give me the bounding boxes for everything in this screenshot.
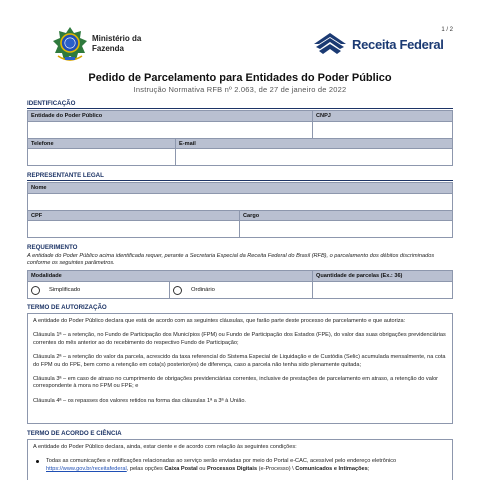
document-header xyxy=(0,26,480,66)
section-identificacao-heading: IDENTIFICAÇÃO xyxy=(27,100,76,107)
modalidade-label: Modalidade xyxy=(28,271,313,281)
nome-field[interactable] xyxy=(28,194,452,210)
page-number: 1 / 2 xyxy=(441,27,453,33)
cpf-label: CPF xyxy=(28,211,240,220)
list-item: Todas as comunicações e notificações relacionadas ao serviço serão enviadas por meio do Portal e-CAC, acessível pelo endereço eletrônico https://www.gov.br/receitafederal, pelas opções Caixa Postal ou Processos Digitais (e-Processo) \ Comunicados e Intimações; xyxy=(33,458,447,473)
acordo-list xyxy=(33,458,447,473)
section-termo-autorizacao-heading: TERMO DE AUTORIZAÇÃO xyxy=(27,304,107,311)
option-ordinario[interactable] xyxy=(170,282,313,298)
termo-acordo-box xyxy=(27,439,453,480)
email-field[interactable] xyxy=(176,149,452,165)
option-simplificado[interactable] xyxy=(28,282,170,298)
receita-federal-logo xyxy=(312,30,348,58)
section-termo-acordo-heading: TERMO DE ACORDO E CIÊNCIA xyxy=(27,430,122,437)
receita-federal-link[interactable]: https://www.gov.br/receitafederal xyxy=(46,465,127,472)
cargo-label: Cargo xyxy=(243,213,260,219)
acordo-intro: A entidade do Poder Público declara, ainda, estar ciente e de acordo com relação às seguintes condições: xyxy=(33,444,297,450)
cpf-field[interactable] xyxy=(28,221,240,237)
receita-federal-wordmark: Receita Federal xyxy=(352,37,444,52)
clausula-2: Cláusula 2ª – a retenção do valor da parcela, acrescido da taxa referencial do Sistema Especial de Liquidação e de Custódia (Selic) acumulada mensalmente, na cota do FPM ou do FPE, bem como a retenção em cota(s) posterior(es) de diferença, caso a parcela não tenha sido plenamente quitada; xyxy=(33,354,446,368)
telefone-field[interactable] xyxy=(28,149,176,165)
entidade-label: Entidade do Poder Público xyxy=(28,111,313,121)
cnpj-field[interactable] xyxy=(313,122,452,138)
section-representante-heading: REPRESENTANTE LEGAL xyxy=(27,172,104,179)
quantidade-field[interactable] xyxy=(313,282,452,298)
termo-autorizacao-box xyxy=(27,313,453,424)
ordinario-label: Ordinário xyxy=(191,287,215,293)
radio-simplificado[interactable] xyxy=(31,286,40,295)
section-divider xyxy=(27,108,453,109)
cargo-field[interactable] xyxy=(240,221,452,237)
section-requerimento-heading: REQUERIMENTO xyxy=(27,244,78,251)
simplificado-label: Simplificado xyxy=(49,287,81,293)
clausula-4: Cláusula 4ª – os repasses dos valores retidos na forma das cláusulas 1ª a 3ª à União. xyxy=(33,397,246,404)
quantidade-label: Quantidade de parcelas (Ex.: 36) xyxy=(316,273,403,279)
section-divider xyxy=(27,180,453,181)
clausula-1: Cláusula 1ª – a retenção, no Fundo de Participação dos Municípios (FPM) ou Fundo de Participação dos Estados (FPE), do valor das suas obrigações previdenciárias correntes do mês anterior ao do recebimento do respectivo Fundo de Participação; xyxy=(33,332,446,346)
coat-of-arms-logo xyxy=(52,26,88,64)
nome-label: Nome xyxy=(31,185,47,191)
page-subtitle: Instrução Normativa RFB nº 2.063, de 27 de janeiro de 2022 xyxy=(133,85,347,94)
entidade-field[interactable] xyxy=(28,122,313,138)
clausula-3: Cláusula 3ª – em caso de atraso no cumprimento de obrigações previdenciárias correntes, inclusive de prestações de parcelamento em atraso, a retenção do valor correspondente à mora no FPM ou FPE; e xyxy=(33,376,439,390)
representante-table xyxy=(27,182,453,238)
requerimento-text: A entidade do Poder Público acima identificada requer, perante a Secretaria Especial da Receita Federal do Brasil (RFB), o parcelamento dos débitos discriminados conforme os seguintes parâmetros. xyxy=(27,253,435,266)
email-label: E-mail xyxy=(179,141,196,147)
cnpj-label: CNPJ xyxy=(316,113,331,119)
bullet-icon xyxy=(36,460,39,463)
radio-ordinario[interactable] xyxy=(173,286,182,295)
page-title: Pedido de Parcelamento para Entidades do Poder Público xyxy=(88,72,392,84)
ministry-name: Ministério da Fazenda xyxy=(92,34,142,53)
telefone-label: Telefone xyxy=(28,139,176,148)
modalidade-table xyxy=(27,270,453,299)
identificacao-table xyxy=(27,110,453,166)
autorizacao-intro: A entidade do Poder Público declara que está de acordo com as seguintes cláusulas, que farão parte deste processo de parcelamento e que autoriza: xyxy=(33,318,406,324)
